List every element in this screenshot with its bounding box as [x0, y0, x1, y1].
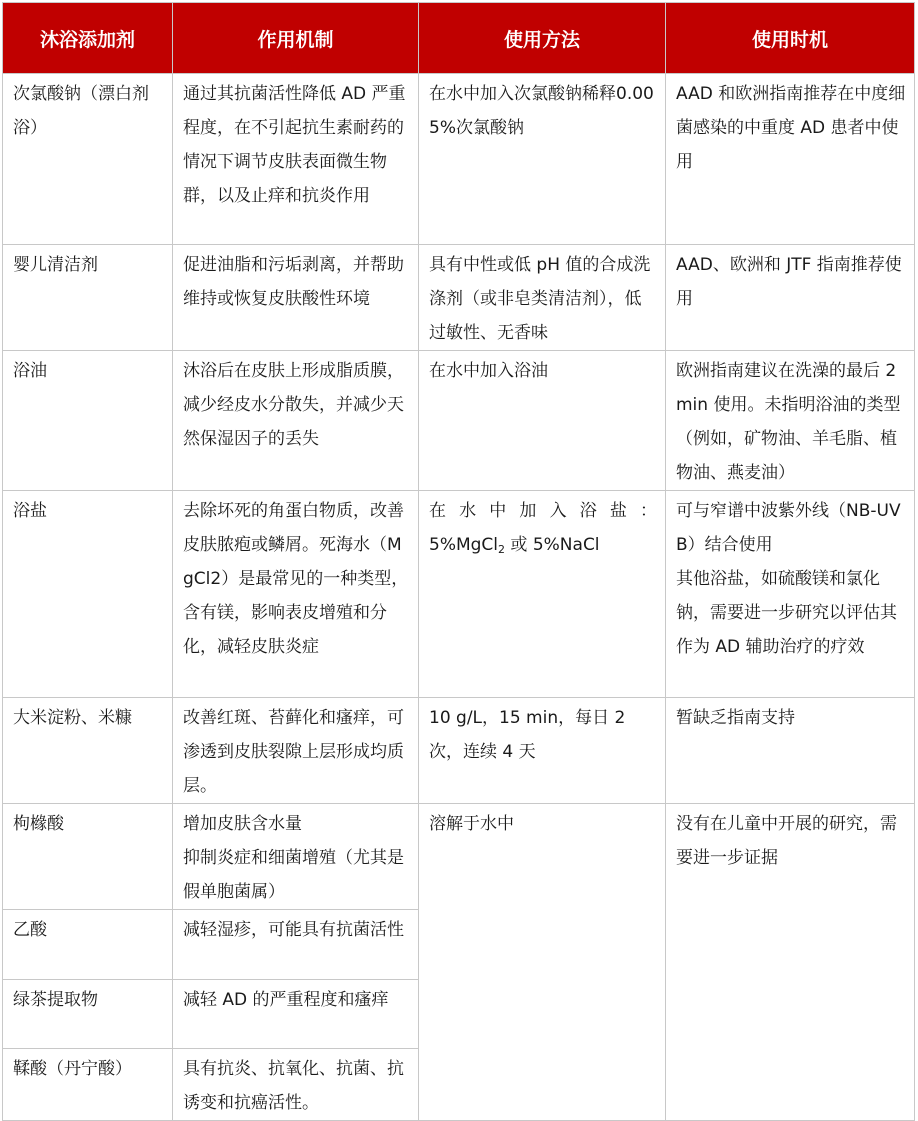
mechanism-cell — [173, 804, 418, 909]
mechanism-cell: 减轻 AD 的严重程度和瘙痒 — [183, 990, 389, 1010]
mechanism-line: 增加皮肤含水量 — [183, 814, 302, 834]
timing-line: 其他浴盐，如硫酸镁和氯化钠，需要进一步研究以评估其作为 AD 辅助治疗的疗效 — [676, 569, 897, 657]
mechanism-line: 抑制炎症和细菌增殖（尤其是假单胞菌属） — [183, 848, 404, 902]
method-formula-post: 或 5%NaCl — [505, 535, 600, 555]
additive-cell: 浴油 — [13, 361, 47, 381]
mechanism-cell: 沐浴后在皮肤上形成脂质膜，减少经皮水分散失，并减少天然保湿因子的丢失 — [183, 361, 404, 449]
table-row — [3, 698, 915, 804]
additive-cell: 鞣酸（丹宁酸） — [13, 1059, 132, 1079]
table-row — [3, 491, 915, 698]
table-header-row — [3, 3, 915, 74]
timing-cell — [666, 491, 914, 664]
timing-cell: AAD 和欧洲指南推荐在中度细菌感染的中重度 AD 患者中使用 — [676, 84, 906, 172]
header-additive: 沐浴添加剂 — [3, 3, 173, 74]
method-formula-pre: 5%MgCl — [429, 535, 499, 555]
method-formula-subscript: 2 — [498, 543, 506, 556]
header-mechanism: 作用机制 — [173, 3, 419, 74]
header-timing: 使用时机 — [666, 3, 915, 74]
method-line: 在水中加入浴盐： — [429, 501, 657, 521]
table-row — [3, 804, 915, 910]
timing-line: 可与窄谱中波紫外线（NB-UVB）结合使用 — [676, 501, 901, 555]
method-cell: 在水中加入次氯酸钠稀释0.005%次氯酸钠 — [429, 84, 654, 138]
group-timing-cell: 没有在儿童中开展的研究，需要进一步证据 — [676, 814, 897, 868]
additive-cell: 次氯酸钠（漂白剂浴） — [13, 84, 149, 138]
additive-cell: 浴盐 — [13, 501, 47, 521]
timing-cell: 欧洲指南建议在洗澡的最后 2 min 使用。未指明浴油的类型（例如，矿物油、羊毛脂、植物油、燕麦油） — [676, 361, 901, 483]
mechanism-cell: 具有抗炎、抗氧化、抗菌、抗诱变和抗癌活性。 — [183, 1059, 404, 1113]
table-row — [3, 245, 915, 351]
additive-cell: 枸橼酸 — [13, 814, 64, 834]
method-formula — [429, 528, 657, 562]
header-method: 使用方法 — [419, 3, 666, 74]
table-row — [3, 74, 915, 245]
method-cell: 在水中加入浴油 — [429, 361, 548, 381]
additive-cell: 婴儿清洁剂 — [13, 255, 98, 275]
method-cell: 具有中性或低 pH 值的合成洗涤剂（或非皂类清洁剂），低过敏性、无香味 — [429, 255, 651, 343]
mechanism-cell: 减轻湿疹，可能具有抗菌活性 — [183, 920, 404, 940]
method-cell: 10 g/L，15 min，每日 2 次，连续 4 天 — [429, 708, 626, 762]
method-cell — [419, 491, 665, 562]
timing-cell: AAD、欧洲和 JTF 指南推荐使用 — [676, 255, 902, 309]
group-method-cell: 溶解于水中 — [429, 814, 514, 834]
timing-cell: 暂缺乏指南支持 — [676, 708, 795, 728]
mechanism-cell: 去除坏死的角蛋白物质，改善皮肤脓疱或鳞屑。死海水（MgCl2）是最常见的一种类型，含有镁，影响表皮增殖和分化，减轻皮肤炎症 — [183, 501, 409, 657]
bath-additives-table — [2, 2, 915, 1121]
mechanism-cell: 改善红斑、苔藓化和瘙痒，可渗透到皮肤裂隙上层形成均质层。 — [183, 708, 404, 796]
additive-cell: 乙酸 — [13, 920, 47, 940]
mechanism-cell: 促进油脂和污垢剥离，并帮助维持或恢复皮肤酸性环境 — [183, 255, 404, 309]
additive-cell: 绿茶提取物 — [13, 990, 98, 1010]
mechanism-cell: 通过其抗菌活性降低 AD 严重程度，在不引起抗生素耐药的情况下调节皮肤表面微生物群，以及止痒和抗炎作用 — [183, 84, 406, 206]
additive-cell: 大米淀粉、米糠 — [13, 708, 132, 728]
table-row — [3, 351, 915, 491]
